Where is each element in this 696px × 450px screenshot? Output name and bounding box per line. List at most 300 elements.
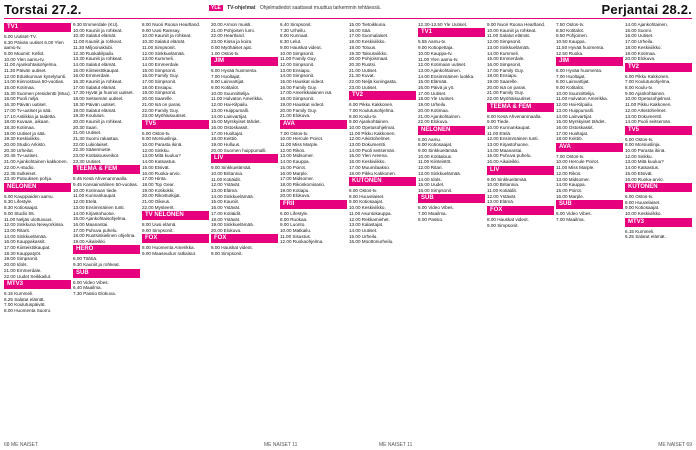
program-entry: 16.00 Marple. xyxy=(280,170,309,176)
program-entry: 14.00 Kummeli. xyxy=(487,50,519,56)
program-entry: 22.00 Neljä kuningasta. xyxy=(349,79,398,85)
program-entry: 6.00 Hyvää huomenta. xyxy=(211,67,258,73)
channel-header: SUB xyxy=(556,200,623,209)
program-entry: 6.30 Lifestyle. xyxy=(4,199,33,205)
program-entry: 8.00 Ruokaa. xyxy=(280,216,308,222)
program-entry: 16.00 Ostoskassit. xyxy=(211,124,249,130)
program-entry: 14.00 Idols. xyxy=(418,176,442,182)
program-entry: 22.00 Uudet Seikkailut. xyxy=(4,273,52,279)
program-entry: 16.00 Simpsonit. xyxy=(487,61,522,67)
program-entry: 10.00 Opetusohjelmat. xyxy=(625,96,672,102)
program-entry: 15.00 Tietoikkuna. xyxy=(349,22,387,27)
program-entry: 8.00 Lainvartijat. xyxy=(556,79,590,85)
program-entry: 13.00 Ensiapu. xyxy=(280,67,311,73)
program-entry: 7.00 Maailma. xyxy=(418,211,447,217)
program-entry: 16.30 Kauniit ja rohkeat. xyxy=(73,79,123,85)
program-entry: 15.00 Hauskat videot. xyxy=(280,79,325,85)
program-entry: 19.00 Hulluus. xyxy=(211,142,241,148)
program-entry: 9.00 Nuori Roosa Heartland. xyxy=(487,22,546,27)
channel-header: HERO xyxy=(73,245,140,254)
program-entry: 10.00 Parasta ikinä. xyxy=(142,142,183,148)
program-entry: 23.00 Uutiset. xyxy=(349,84,378,90)
program-entry: 6.00 Pikku Kakkonen. xyxy=(349,102,394,108)
program-entry: 16.30 Päivän uutiset. xyxy=(4,102,47,108)
program-entry: 20.30 Urheilut. xyxy=(4,147,34,153)
program-entry: 17.00 Salatut elämät. xyxy=(73,84,117,90)
program-entry: 6.00 Aamu. xyxy=(418,136,442,142)
program-entry: 20.00 Armon muisti. xyxy=(211,22,252,27)
program-entry: 19.00 Salatut elämät. xyxy=(73,107,117,113)
program-entry: 8.45 Kesä Ahvenanmaalla. xyxy=(73,176,128,182)
program-entry: 14.00 Kirjastohuone. xyxy=(73,210,116,216)
program-entry: 19.00 Simpsonit. xyxy=(4,256,39,262)
program-entry: 9.00 Sinkkuelämää. xyxy=(211,165,252,171)
program-entry: 17.00 Amerikkalainen isä. xyxy=(280,90,333,96)
program-entry: 15.00 Etsivät. xyxy=(142,164,170,170)
program-entry: 22.30 Sääennuste. xyxy=(73,147,112,153)
program-entry: 9.00 Studio 55. xyxy=(4,210,35,216)
program-entry: 18.00 Kuvaan, aikaan. xyxy=(4,119,50,125)
program-entry: 16.00 Aikaleikki. xyxy=(487,159,520,165)
program-entry: 9.50 Pohjoinen. xyxy=(556,33,588,39)
program-entry: 15.00 Suomi. xyxy=(625,27,653,33)
program-entry: 10.00 Hercule Poirot. xyxy=(280,136,324,142)
program-entry: 14.00 Maanantai. xyxy=(487,147,523,153)
program-entry: 8.00 Hauskat videot. xyxy=(487,216,529,222)
program-entry: 15.00 Simpsonit. xyxy=(142,67,177,73)
footer-center-right: ME NAISET 11 xyxy=(379,442,413,448)
program-entry: 11.00 Kotiäidit. xyxy=(211,176,242,182)
program-entry: 7.50 Ostos-tv. xyxy=(556,22,585,27)
program-entry: 1.00 Ostos-tv. xyxy=(211,50,240,56)
program-entry: 12.00 Eduskunnan kyselytunti. xyxy=(4,73,67,79)
program-entry: 13.00 Huippumalli. xyxy=(211,107,250,113)
program-entry: 18.00 Ystävät. xyxy=(211,216,241,222)
program-entry: 17.00 Family Guy. xyxy=(487,67,524,73)
program-entry: 12.00 Sinkku. xyxy=(625,153,653,159)
program-entry: 6.40 Simpsonit. xyxy=(280,22,312,27)
program-entry: 12.00 Rekkamiehet. xyxy=(349,216,390,222)
program-entry: 13.00 Kummeli. xyxy=(142,56,174,62)
program-entry: 23.30 Uutiset. xyxy=(73,158,102,164)
program-entry: 12.00 Ruokaohjelma. xyxy=(280,239,324,245)
program-entry: 18.00 Simpsonit. xyxy=(280,96,315,102)
listing-columns xyxy=(4,22,692,436)
program-entry: 11.00 Simpsonit. xyxy=(142,44,176,50)
program-entry: 16.00 Emmerdale. xyxy=(73,73,111,79)
program-entry: 16.00 Ystävät. xyxy=(211,205,241,211)
program-entry: 10.00 Hercule Poirot. xyxy=(556,159,600,165)
program-entry: 20.00 Kauniit ja rohkeat. xyxy=(73,118,123,124)
program-entry: 8.30 Kotiosaajat. xyxy=(4,205,39,211)
program-entry: 8.00 Uusi elämä. xyxy=(142,222,177,228)
program-entry: 8.00 Lainvartijat. xyxy=(211,79,245,85)
program-entry: 12.00 Etelä. xyxy=(73,199,98,205)
program-entry: 13.00 Ensimmäinen tunti. xyxy=(73,204,125,210)
program-entry: 9.00 Simpsonit. xyxy=(142,227,174,233)
program-entry: 7.00 Koulutusohjelma. xyxy=(625,79,671,85)
header-note: Ohjelmatiedot saattavat muuttua tarkemmin tehtäessä. xyxy=(259,5,382,11)
program-entry: 8.00 Huomenta Suomi. xyxy=(4,308,51,314)
program-entry: 13.00 Ajankohtainen. xyxy=(418,67,461,73)
program-entry: 16.00 Sää. xyxy=(349,27,372,33)
program-entry: 11.00 Kunnankaupat. xyxy=(73,193,117,199)
channel-header: TV5 xyxy=(625,126,692,135)
channel-header: NELONEN xyxy=(418,126,485,135)
program-entry: 17.00 Kotiäidit. xyxy=(211,210,242,216)
program-entry: 12.00 Simpsonit. xyxy=(487,39,522,45)
program-entry: 18.00 Yle Uutiset. xyxy=(418,96,455,102)
program-entry: 19.00 Totuus. xyxy=(349,44,377,50)
program-entry: 17.00 Tv-uutiset ja sää. xyxy=(4,107,52,113)
program-entry: 11.30 Päivän uutiset. xyxy=(4,67,47,73)
program-entry: 11.00 Miss Marple. xyxy=(556,165,595,171)
channel-header: SUB xyxy=(418,194,485,203)
program-entry: 8.00 Huomenta Amerikka. xyxy=(142,245,195,251)
program-entry: 21.00 Ajankohtainen kakkonen. xyxy=(4,159,68,165)
program-entry: 13.00 Sinkkuelämää. xyxy=(487,44,530,50)
program-entry: 11.00 Family Guy. xyxy=(280,56,317,62)
program-entry: 13.00 Mitä kuuluu? xyxy=(625,159,664,165)
program-entry: 9.00 Kotiopettaja. xyxy=(418,45,454,51)
program-entry: 6.00 Video Vibes. xyxy=(418,205,454,211)
channel-header: MTV3 xyxy=(4,280,71,289)
program-entry: 18.00 Top Gear. xyxy=(142,181,175,187)
program-entry: 14.00 Emmerdale. xyxy=(142,61,180,67)
program-entry: 20.00 Family Guy. xyxy=(280,107,317,113)
program-entry: 18.30 Kauppatyöt. xyxy=(4,250,42,256)
program-entry: 13.00 Sinkkuelämää. xyxy=(418,170,461,176)
channel-header: TEEMA & FEM xyxy=(487,103,554,112)
program-entry: 14.00 Kiinnostava 50-vuotias. xyxy=(4,79,65,85)
program-entry: 19.30 Talousviikko. xyxy=(349,50,388,56)
program-entry: 6.00 Ostos-tv. xyxy=(625,136,654,142)
program-entry: 19.00 Hauskat videot. xyxy=(280,101,325,107)
program-entry: 18.30 Päivän uutiset. xyxy=(73,101,116,107)
program-entry: 15.00 Urheilu. xyxy=(349,233,378,239)
program-entry: 18.00 Keskiviikko. xyxy=(625,44,662,50)
program-entry: 13.30 Kauniit ja rohkeat. xyxy=(73,56,123,62)
program-entry: 7.30 Passio Elokuva. xyxy=(73,290,116,296)
program-entry: 16.00 Puoli neljä. xyxy=(4,96,40,102)
program-entry: 11.00 Miss Marple. xyxy=(280,142,319,148)
program-entry: 22.00 Mysteerit. xyxy=(142,204,175,210)
program-entry: 12.00 Hai-Kilpailu. xyxy=(211,102,249,108)
program-entry: 6.25 Salatut elämät. xyxy=(625,234,666,240)
program-entry: 11.00 Hulvaton Amerikka. xyxy=(556,96,609,102)
program-entry: 9.00 Kotitalot. xyxy=(556,85,585,91)
program-entry: 10.00 Opetusohjelmat. xyxy=(349,124,396,130)
program-entry: 12.50 Ruoka. xyxy=(556,50,584,56)
program-entry: 10.00 Keskiviikko. xyxy=(625,211,662,217)
channel-header: NELONEN xyxy=(4,183,71,192)
program-entry: 9.00 Sinkkuelämää. xyxy=(418,148,459,154)
program-entry: 22.35 Sulkeiset. xyxy=(4,170,37,176)
header-badge: YLE xyxy=(211,5,221,11)
program-entry: 14.00 Lainvartijat. xyxy=(556,113,593,119)
program-entry: 13.00 Elämä. xyxy=(487,199,515,205)
program-entry: 8.00 Passio. xyxy=(418,216,444,222)
program-entry: 16.00 Ostoskassit. xyxy=(556,124,594,130)
listing-column xyxy=(349,22,416,436)
program-entry: 6.00 Ostos-tv. xyxy=(625,193,654,199)
program-entry: 6.00 Video Vibes. xyxy=(73,279,109,285)
program-entry: 13.00 Kalastajat. xyxy=(349,222,384,228)
program-entry: 9.30 Kauniit ja rohkeat. xyxy=(73,262,120,268)
program-entry: 21.00 Ajankohtainen. xyxy=(418,113,461,119)
page-header xyxy=(4,2,692,16)
program-entry: 20.00 Idols. xyxy=(4,262,28,268)
program-entry: 9.00 Simpsonit. xyxy=(487,222,519,228)
header-tagline xyxy=(209,5,381,11)
program-entry: 19.00 Aikaleikki. xyxy=(73,239,106,245)
program-entry: 13.00 Midsomer. xyxy=(556,176,590,182)
program-entry: 10.00 Suunnittelija. xyxy=(211,90,251,96)
program-entry: 18.00 Keskiviikko. xyxy=(349,39,386,45)
program-entry: 21.30 Suomi rakastaa. xyxy=(73,136,119,142)
program-entry: 10.00 Britannia. xyxy=(211,170,244,176)
program-entry: 8.00 Kotiosaajat. xyxy=(418,142,453,148)
program-entry: 21.00 Elokuva. xyxy=(280,113,311,119)
header-divider xyxy=(4,18,692,19)
program-entry: 20.00 Kotimaa. xyxy=(418,107,449,113)
date-left: Torstai 27.2. xyxy=(4,2,82,17)
program-entry: 20.00 Rikostutkijat. xyxy=(142,193,181,199)
program-entry: 9.00 Kotitalot. xyxy=(211,85,240,91)
program-entry: 6.00 Video Vibes. xyxy=(556,211,592,217)
program-entry: 8.00 Hauskat videot. xyxy=(211,245,253,251)
program-entry: 18.00 Keittiö. xyxy=(211,136,238,142)
program-entry: 8.00 Morsiuslinja. xyxy=(142,136,178,142)
program-entry: 11.00 Asuntokauppa. xyxy=(349,210,392,216)
program-entry: 14.00 Lainvartijat. xyxy=(211,113,248,119)
program-entry: 10.00 Kunnankaupat. xyxy=(487,124,531,130)
program-entry: 6.40 Maailma. xyxy=(73,285,102,291)
program-entry: 11.00 Ylen aamu-tv. xyxy=(418,56,459,62)
program-entry: 8.00 Nuori Roosa Heartland. xyxy=(142,22,201,27)
program-entry: 15.00 Ajankohtaisohjelma. xyxy=(73,216,127,222)
program-entry: 9.00 Luonto. xyxy=(280,222,306,228)
channel-header: LIV xyxy=(487,166,554,175)
program-entry: 9.00 Uusi Ramsay. xyxy=(142,27,181,33)
program-entry: 15.30 Suomen presidentti (Muu). xyxy=(4,90,71,96)
program-entry: 15.00 Puhuva puhelu. xyxy=(487,153,532,159)
program-entry: 8.00 Morsiuslinja. xyxy=(625,142,661,148)
channel-header: FOX xyxy=(211,234,278,243)
program-entry: 12.30-12.50 Yle Uutiset. xyxy=(418,22,468,27)
program-entry: 7.00 Maailma. xyxy=(556,216,585,222)
program-entry: 17.30 Hyvät ja huonot uutiset. xyxy=(73,90,134,96)
program-entry: 16.00 Family Guy. xyxy=(142,73,179,79)
program-entry: 9.00 Kotiosaajat. xyxy=(625,205,660,211)
program-entry: 6.00 Tähtiä. xyxy=(73,256,98,262)
program-entry: 10.00 Ylen aamu-tv. xyxy=(4,56,45,62)
program-entry: 11.00 Kauniit ja rohkeat. xyxy=(73,39,123,45)
program-entry: 8.00 Huuvelaiset. xyxy=(349,193,385,199)
program-entry: 17.00 Muumilaakso. xyxy=(349,164,391,170)
program-entry: 17.00 Suomalaiset. xyxy=(349,33,389,39)
program-entry: 7.00 Koulutuspäivät. xyxy=(4,302,46,308)
program-entry: 20.45 Tv-uutiset. xyxy=(4,153,39,159)
program-entry: 13.00 Dokumentti. xyxy=(349,142,387,148)
program-entry: 6.00 Ostos-tv. xyxy=(349,187,378,193)
listing-column xyxy=(73,22,140,436)
program-entry: 16.00 Marple. xyxy=(556,193,585,199)
program-entry: 20.00 Pohjoismaat. xyxy=(349,56,389,62)
program-entry: 21.30 Kuvat. xyxy=(349,73,375,79)
program-entry: 15.00 Kauniit. xyxy=(211,199,240,205)
program-entry: 19.00 Simpsonit. xyxy=(142,90,177,96)
channel-header: KUTONEN xyxy=(349,177,416,186)
program-entry: 15.00 Poirot. xyxy=(280,164,307,170)
program-entry: 15.00 Poirot. xyxy=(556,187,583,193)
program-entry: 20.00 Elokuva. xyxy=(625,56,656,62)
program-entry: 19.30 Keskiviikko. xyxy=(4,136,41,142)
program-entry: 9.00 Kotiosaajat. xyxy=(349,199,384,205)
program-entry: 10.00 Parasta ikinä. xyxy=(625,148,666,154)
program-entry: 13.00 Huippumalli. xyxy=(556,107,595,113)
program-entry: 13.00 Kirjastohuone. xyxy=(487,142,530,148)
program-entry: 15.00 Myrskyiset tähdet. xyxy=(211,119,261,125)
channel-header: LIV xyxy=(211,154,278,163)
program-entry: 19.00 Uutiset ja sää. xyxy=(4,130,46,136)
program-entry: 19.00 Kotikokki. xyxy=(142,187,175,193)
program-entry: 7.00 Ostos-tv. xyxy=(280,130,309,136)
program-entry: 8.00 Koulu-tv. xyxy=(349,113,378,119)
channel-header: JIM xyxy=(556,57,623,66)
program-entry: 10.00 Matkailu. xyxy=(280,227,312,233)
program-entry: 20.00 Studio Arkisto. xyxy=(4,142,47,148)
program-entry: 14.00 Katsastus. xyxy=(625,165,660,171)
program-entry: 19.00 Kotiapu. xyxy=(280,187,310,193)
channel-header: AVA xyxy=(280,120,347,129)
program-entry: 6.00 Hyvää huomenta. xyxy=(556,67,603,73)
program-entry: 6.00 Pikku Kakkonen. xyxy=(625,73,670,79)
channel-header: FRII xyxy=(280,200,347,209)
channel-header: JIM xyxy=(211,57,278,66)
program-entry: 16.00 Keskiviikko. xyxy=(349,159,386,165)
program-entry: 12.00 Rikos. xyxy=(280,147,306,153)
program-entry: 17.00 Urheilu. xyxy=(625,39,654,45)
program-entry: 6.15 Kummeli. xyxy=(625,228,655,234)
program-entry: 17.00 Simpsonit. xyxy=(142,79,177,85)
program-entry: 22.00 Myöhäisuutiset. xyxy=(487,96,532,102)
program-entry: 14.00 Simpsonit. xyxy=(280,73,315,79)
footer-center-left: ME NAISET 11 xyxy=(264,442,298,448)
program-entry: 10.00 Kauniit ja rohkeat. xyxy=(487,27,537,33)
listing-column xyxy=(418,22,485,436)
program-entry: 13.00 Mitä kuuluu? xyxy=(142,153,181,159)
program-entry: 11.00 Pikku Kakkonen. xyxy=(625,102,672,108)
program-entry: 14.00 Sinkkuelämää. xyxy=(4,233,47,239)
program-entry: 12.00 Hai-Kilpailu. xyxy=(556,102,594,108)
program-entry: 18.00 Keittiö. xyxy=(556,136,583,142)
program-entry: 23.40 Putouksen pohja. xyxy=(4,176,53,182)
program-entry: 9.00 Maaseudun ratkaisut. xyxy=(142,251,197,257)
program-entry: 5.00 Uutiset-TV. xyxy=(4,34,37,39)
program-entry: 11.00 Salatut elämät. xyxy=(487,33,531,39)
program-entry: 15.00 Etsivät. xyxy=(625,170,653,176)
channel-header: FOX xyxy=(142,234,209,243)
program-entry: 5.55 Aamu-tv. xyxy=(418,39,447,45)
program-entry: 13.00 Midsomer. xyxy=(280,153,314,159)
program-entry: 14.00 Kauppa. xyxy=(556,182,586,188)
program-entry: 12.00 Arkistohelmet. xyxy=(625,107,667,113)
program-entry: 12.00 Ystävät. xyxy=(487,193,517,199)
program-entry: 10.00 Kotitalous. xyxy=(418,153,453,159)
program-entry: 22.00 Lukiolaiset. xyxy=(73,141,109,147)
program-entry: 6.25 Salatut elämät. xyxy=(4,296,45,302)
program-entry: 9.00 Ajankohtainen. xyxy=(349,119,390,125)
program-entry: 18.00 Ensiapu. xyxy=(487,73,518,79)
program-entry: 20.00 Isä on paras. xyxy=(487,84,527,90)
program-entry: 10.30 Salatut elämät. xyxy=(142,39,186,45)
program-entry: 10.00 Kauniit ja rohkeat. xyxy=(73,27,123,33)
program-entry: 17.00 Kiinteistökaupat. xyxy=(4,245,51,251)
program-entry: 7.00 Ostos-tv. xyxy=(556,153,585,159)
program-entry: 20.30 Saari. xyxy=(73,124,98,130)
program-entry: 16.00 Päivä ja yö. xyxy=(418,85,455,91)
program-entry: 9.00 Simpsonit. xyxy=(211,251,243,257)
channel-header: TV5 xyxy=(142,120,209,129)
program-entry: 23.00 Myöhäisuutiset. xyxy=(142,113,187,119)
program-entry: 17.00 Hinta. xyxy=(142,176,167,182)
program-entry: 18.30 Kotimaa. xyxy=(4,124,35,130)
program-entry: 12.00 Ritari. xyxy=(418,165,443,171)
program-entry: 22.00 Family Guy. xyxy=(142,107,179,113)
listing-column xyxy=(142,22,209,436)
program-entry: 16.00 Simpsonit. xyxy=(418,187,453,193)
program-entry: 12.30 Ruokakilpailu. xyxy=(73,50,115,56)
program-entry: 16.00 Moottoriurheilu. xyxy=(349,239,394,245)
program-entry: 11.50 Hyvää huomenta. xyxy=(556,44,605,50)
program-entry: 10.00 Keskiviikko. xyxy=(349,205,386,211)
program-entry: 14.00 Uutiset. xyxy=(349,227,378,233)
program-entry: 8.00 Koulu-tv. xyxy=(625,85,654,91)
program-entry: 19.00 Kotimaa. xyxy=(625,50,656,56)
program-entry: 16.00 Kauppakassit. xyxy=(4,239,46,245)
program-entry: 10.00 Suunnittelija. xyxy=(556,90,596,96)
program-entry: 6.00 Ostos-tv. xyxy=(142,130,171,136)
program-entry: 9.00 Sinkkuelämää. xyxy=(487,176,528,182)
program-entry: 10.30 Salatut elämät. xyxy=(73,33,117,39)
channel-header: FOX xyxy=(487,206,554,215)
program-entry: 15.00 Uudet. xyxy=(418,182,445,188)
program-entry: 11.00 Pikku Kakkonen. xyxy=(349,130,396,136)
program-entry: 7.00 Huoltajat. xyxy=(211,73,241,79)
listing-column xyxy=(625,22,692,436)
program-entry: 8.00 Huuvelaiset. xyxy=(625,199,661,205)
program-entry: 11.00 Kiinteistöt. xyxy=(418,159,452,165)
program-entry: 9.45 Kansainvälinen 50-vuotias. xyxy=(73,181,139,187)
program-entry: 15.00 Emmerdale. xyxy=(487,56,525,62)
program-entry: 21.00 Uutiset. xyxy=(349,67,378,73)
program-entry: 21.00 Isä on paras. xyxy=(142,101,182,107)
program-entry: 15.00 Ylen Areena. xyxy=(349,153,388,159)
program-entry: 18.00 Ruotsinkielinen ohjelma. xyxy=(73,233,136,239)
program-entry: 16.00 Family Guy. xyxy=(280,84,317,90)
program-entry: 18.00 Seitsemän uutiset. xyxy=(73,96,124,102)
program-entry: 21.00 Family Guy. xyxy=(487,90,524,96)
program-entry: 12.00 Sinkku. xyxy=(142,147,170,153)
program-entry: 9.00 Ajankohtainen. xyxy=(625,90,666,96)
program-entry: 12.00 Sinkkuelämää. xyxy=(142,50,185,56)
channel-header: TV1 xyxy=(4,23,71,32)
program-entry: 15.00 Kotimaa. xyxy=(4,85,35,91)
program-entry: 20.00 Elokuva. xyxy=(211,227,242,233)
program-entry: 15.00 Myrskyiset tähdet. xyxy=(556,119,606,125)
channel-header: TV NELONEN xyxy=(142,211,209,220)
